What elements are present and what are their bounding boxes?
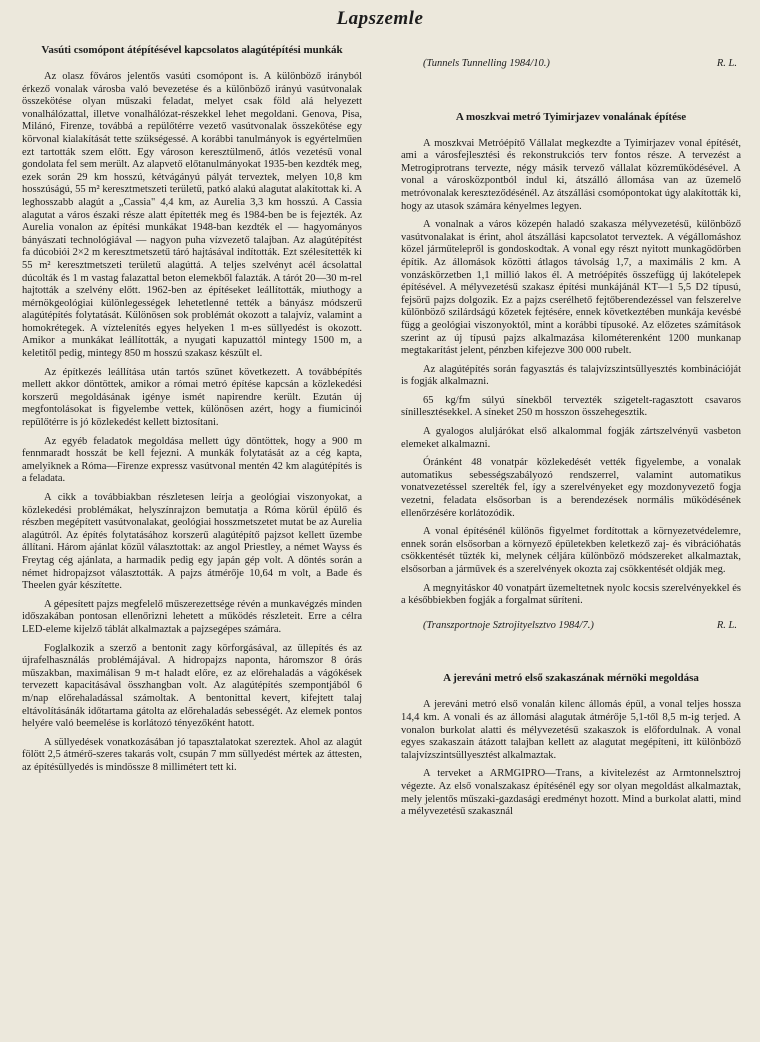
article2-paragraph: A moszkvai Metróépítő Vállalat megkezdte a Tyimirjazev vonal építését, ami a városfejlesztési és rekonstrukciós terv fontos része. A tervezést a Metrogiprotrans tervezte, négy másik tervező vállalat közreműködésével. A vonal a városközpontból indul ki, átszálló állomása van az üzemelő metróvonalak kereszteződésénél. Az átszállási csomópontokat úgy alakították ki, hogy az utasok számára kényelmes legyen. <box>401 137 741 212</box>
article1-signature: R. L. <box>716 58 737 69</box>
article2-paragraph: Óránként 48 vonatpár közlekedését vették figyelembe, a vonalak automatikus sebességszabályozó rendszerrel, valamint automatikus vonatvezetéssel szerelték fel, így a szerelvényeket egy mozdonyvezető fogja vezetni, feladata elsősorban is a berendezések normális működésének ellenőrzésére korlátozódik. <box>401 457 741 519</box>
article1-source: (Tunnels Tunnelling 1984/10.) <box>423 58 550 69</box>
article1-footer <box>401 52 741 71</box>
article2-source: (Transzportnoje Sztrojityelsztvo 1984/7.) <box>423 619 594 631</box>
article1-paragraph: A süllyedések vonatkozásában jó tapasztalatokat szereztek. Ahol az alagút fölött 2,5 átmérő-szeres takarás volt, csupán 7 mm süllyedést mértek az áttesten, az építésüllyedés is mindössze 8 millimétert tett ki. <box>22 736 362 773</box>
right-column <box>401 52 741 1042</box>
article2-paragraph: 65 kg/fm súlyú sínekből tervezték szigetelt-ragasztott csavaros sínillesztésekkel. A síneket 250 m hosszon összehegesztik. <box>401 394 741 419</box>
article1-paragraph: Az építkezés leállítása után tartós szünet következett. A továbbépítés mellett akkor döntöttek, amikor a római metró építése kapcsán a közlekedési korszerű megoldásának igénye ismét napirendre került. Ezután új megfontolásokat is figyelembe vettek, különösen azért, hogy a fiumicinói repülőtérre is jó közlekedést kellett biztosítani. <box>22 366 362 429</box>
article2-paragraph: A gyalogos aluljárókat első alkalommal fogják zártszelvényű vasbeton elemeket alkalmazni. <box>401 426 741 450</box>
article2-paragraph: A vonalnak a város közepén haladó szakasza mélyvezetésű, különböző vasútvonalakat is érint, ahol átszállási kapcsolatot terveztek. A végállomáshoz közel járműtelepről is gondoskodtak. A vonal egy részt nyitott munkagödörben építik. Az állomások közötti átlagos távolság 1,7, a maximális 2 km. A vonzáskörzetben 1,1 millió lakos él. A metróépítés összefügg új lakótelepek építésével. A mélyvezetésű szakasz építési munkájánál KT—1 5,5 D2 típusú, fejsörű pajzs dolgozik. Ez a pajzs cserélhető fejtőberendezéssel van felszerelve különböző szilárdságú kőzetek fejtésére, ennek következtében munkája kevésbé függ a geológiai viszonyoktól, mint a korábbi típusoké. Az előzetes számítások szerint az új típusú pajzs alkalmazása kilométerenként 1200 munkanap megtakarítást jelent, pénzben kifejezve 300 000 rubelt. <box>401 219 741 357</box>
article1-paragraph: Az egyéb feladatok megoldása mellett úgy döntöttek, hogy a 900 m fennmaradt hosszát be kell fejezni. A munkák folytatását az a cég kapta, amelyiknek a Róma—Firenze expressz vasútvonal mentén 42 km alagútépítés is a feladata. <box>22 435 362 485</box>
article2-paragraph: A megnyitáskor 40 vonatpárt üzemeltetnek nyolc kocsis szerelvényekkel és a későbbiekben fogják a forgalmat sűríteni. <box>401 582 741 607</box>
article2-signature: R. L. <box>716 619 737 631</box>
article1-paragraph: A gépesített pajzs megfelelő műszerezettsége révén a munkavégzés minden időszakában pontosan ellenőrizni lehetett a működés részleteit. Erre a célra LED-eleme kijelző táblát alkalmaztak a pajzsegépes számára. <box>22 598 362 635</box>
article2-footer <box>401 614 741 633</box>
article1-paragraph: A cikk a továbbiakban részletesen leírja a geológiai viszonyokat, a közlekedési problémákat, helyszínrajzon bemutatja a Róma körül épülő és részben megépített vasútvonalakat, geológiai hosszmetszetet mutat be az Aurelia alagútról. Az építés folytatásához korszerű alagútépítő pajzsot kellett üzembe állítani. Három ajánlat közül választottak: az angol Priestley, a német Wayss és Freytag cég ajánlata, a harmadik pedig egy japán gép volt. A döntés során a német hidropajzsot választották. A pajzs átmérője 10,64 m volt, a Bade és Theelen gyár készítette. <box>22 492 362 592</box>
left-column <box>22 44 362 1034</box>
article2-paragraph: A vonal építésénél különös figyelmet fordítottak a környezetvédelemre, ennek során elsősorban a környező épületekben keletkező zaj- és vibrációhatás csökkentését tűzték ki, melynek céljára különböző módszereket alkalmaztak, elsősorban a járművek és a szerelvények okozta zaj csökkentését oldják meg. <box>401 526 741 575</box>
article1-paragraph: Az olasz főváros jelentős vasúti csomópont is. A különböző irányból érkező vonalak városba való bevezetése és a különböző irányú vasútvonalak összekötése olyan műszaki feladat, melyet csak föld alá helyezett vonalhálózattal, illetve vonalhálózat-részekkel lehet megoldani. Genova, Pisa, Milánó, Firenze, továbbá a repülőtérre vezető vasútvonalak összekötése egy körvonal kialakítását tette szükségessé. A korábbi tanulmányok is egyértelműen ezt tartották szem előtt. Egy városon keresztülmenő, átlós vezetésű vonal gondolata fel sem merült. Az alapvető előtanulmányokat 1935-ben kezdték meg, ezek során 29 km hosszú, kétvágányú pályát terveztek, melyen 10,8 km hosszúságú, 55 m² keresztmetszeti területű, patkó alakú alagutat alakítottak ki. A leghosszabb alagút a „Cassia" 4,4 km, az Aurelia 3,3 km hosszú. A Cassia alagutat a város északi része alatt építették meg és 1984-ben be is fejezték. Az Aurelia vonalon az építési munkákat 1948-ban kezdték el — hagyományos bányászati technológiával — nagyon puha vízvezető talajban. Az alagútépítést fa dúcobiói 2×2 m keresztmetszetű táró hajtásával indították. Ezt szélesítették ki 55 m² keresztmetszeti területű alagúttá. A teljes szelvényt acél ácsolattal dúcolták és 1 m vastag falazattal beton elemekből falazták. A tárót 20—30 m-rel hajtották a szelvény előtt. 1962-ben az építéseket leállították, miuthogy a mérnökgeológiai különlegességek lehetetlenné tették a bányász módszerű alagútépítés folytatását. Különösen sok problémát okozott a talajvíz, valamint a homokrétegek. A víztelenítés egyes helyeken 1 m-es süllyedést is okozott. Amikor a munkákat leállították, a nyugati kapuzattól mintegy 1500 m, a keletitől pedig, mintegy 850 m hosszú szakasz készült el. <box>22 71 362 360</box>
article3-paragraph: A terveket a ARMGIPRO—Trans, a kivitelezést az Armtonnelsztroj végezte. Az első vonalszakasz építésénél egy sor olyan megoldást alkalmaztak, mely jelentős műszaki-gazdasági eredményt hozott. Mind a burkolat alatti, mind a mélyvezetésű szakasznál <box>401 768 741 818</box>
article1-paragraph: Foglalkozik a szerző a bentonit zagy körforgásával, az üllepítés és az újrafelhasználás problémájával. A hidropajzs naponta, háromszor 8 órás műszakban, maximálisan 9 m-t haladt előre, ez az előrehaladás a vágókések tervezett kapacitásával összhangban volt. Az alagútépítés szempontjából 6 m/nap előrehaladással számoltak. A bentonittal kevert, kifejtett talaj eltávolításánák időtartama gátolta az előrehaladás sebességét. Az elemek pontos helyére való beemelése is korlátozó tényezőként hatott. <box>22 642 362 730</box>
section-title: Lapszemle <box>336 8 424 29</box>
article2-title: A moszkvai metró Tyimirjazev vonalának építése <box>455 110 687 123</box>
article3-title: A jereváni metró első szakaszának mérnöki megoldása <box>443 672 699 685</box>
article3-paragraph: A jereváni metró első vonalán kilenc állomás épül, a vonal teljes hossza 14,4 km. A vonali és az állomási alagutak átmérője 5,1-től 8,5 m-ig terjed. A vonalon burkolat alatti és mélyvezetésű szakaszok is előfordulnak. A vonal egyes szakaszain átázott talajban kellett az alagutat megépíteni, itt különböző talajvízszintsüllyesztést alkalmaztak. <box>401 699 741 761</box>
article2-paragraph: Az alagútépítés során fagyasztás és talajvízszintsüllyesztés kombinációját is fogják alkalmazni. <box>401 363 741 388</box>
article1-title: Vasúti csomópont átépítésével kapcsolatos alagútépítési munkák <box>41 44 343 56</box>
